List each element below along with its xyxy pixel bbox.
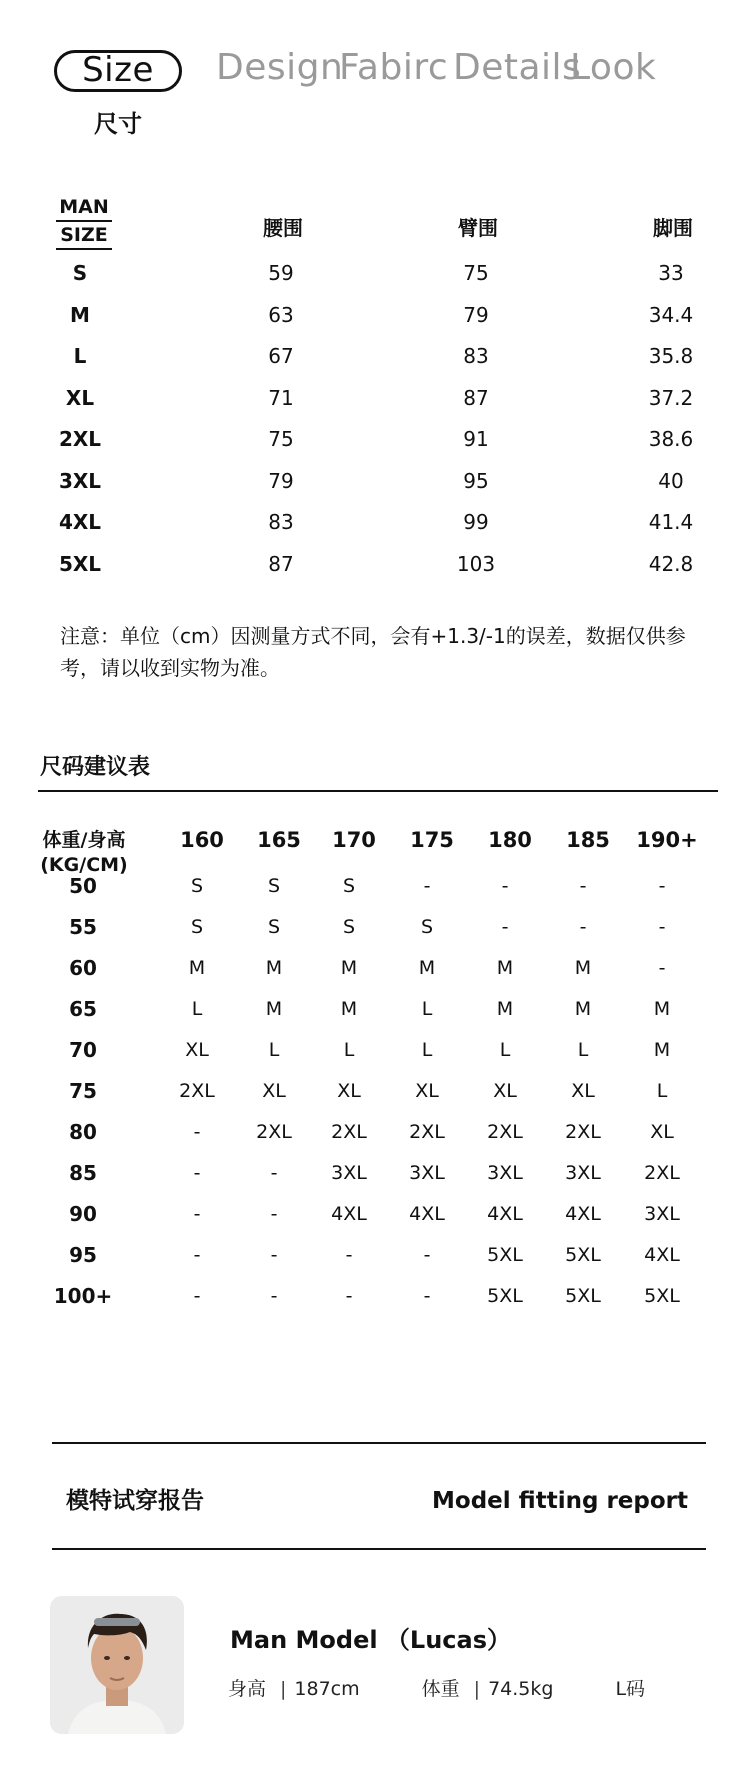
- size-value: 95: [463, 468, 489, 493]
- recommend-cell: -: [658, 957, 666, 979]
- height-header: 160: [180, 828, 224, 852]
- recommend-cell: 3XL: [644, 1203, 680, 1225]
- model-name: Man Model （Lucas）: [230, 1626, 512, 1654]
- recommend-cell: 2XL: [409, 1121, 445, 1143]
- corner-top-label: MAN: [59, 196, 109, 218]
- recommend-cell: 3XL: [487, 1162, 523, 1184]
- recommend-row: [0, 953, 750, 983]
- height-header: 175: [410, 828, 454, 852]
- size-value: 87: [268, 551, 294, 576]
- weight-label: 90: [69, 1202, 97, 1226]
- recommend-row: [0, 1076, 750, 1106]
- report-title-cn: 模特试穿报告: [66, 1488, 204, 1514]
- recommend-corner-bottom: (KG/CM): [40, 854, 128, 876]
- weight-label: 85: [69, 1161, 97, 1185]
- recommend-cell: -: [423, 1285, 431, 1307]
- recommend-cell: S: [190, 916, 204, 938]
- size-value: 37.2: [648, 385, 694, 410]
- recommend-cell: -: [501, 875, 509, 897]
- recommend-row: [0, 912, 750, 942]
- weight-label: 体重: [421, 1678, 460, 1700]
- recommend-cell: -: [193, 1121, 201, 1143]
- recommend-cell: L: [343, 1039, 355, 1061]
- recommend-cell: M: [188, 957, 206, 979]
- recommend-cell: 5XL: [644, 1285, 680, 1307]
- recommend-cell: 4XL: [409, 1203, 445, 1225]
- recommend-cell: M: [574, 957, 592, 979]
- size-col-header: 腰围: [263, 216, 303, 240]
- recommend-cell: 4XL: [331, 1203, 367, 1225]
- size-value: 83: [463, 344, 489, 368]
- size-value: 63: [268, 302, 294, 327]
- recommend-cell: 4XL: [644, 1244, 680, 1266]
- size-value: 33: [658, 261, 684, 285]
- model-size: L码: [615, 1678, 646, 1700]
- size-col-header: 臂围: [458, 216, 498, 240]
- height-header: 170: [332, 828, 376, 852]
- size-row: [0, 300, 750, 330]
- section-tabs: [54, 48, 714, 88]
- recommend-cell: M: [340, 957, 358, 979]
- weight-label: 95: [69, 1243, 97, 1267]
- recommend-cell: M: [265, 957, 283, 979]
- recommend-cell: L: [421, 998, 433, 1020]
- size-value: 59: [268, 261, 294, 285]
- size-label: 5XL: [58, 551, 102, 576]
- recommend-cell: XL: [650, 1121, 674, 1143]
- stat-separator: |: [280, 1678, 287, 1700]
- recommend-cell: -: [193, 1244, 201, 1266]
- recommend-cell: -: [423, 1244, 431, 1266]
- recommend-cell: 4XL: [487, 1203, 523, 1225]
- recommend-row: [0, 1281, 750, 1311]
- recommend-cell: M: [574, 998, 592, 1020]
- recommend-cell: S: [420, 916, 434, 938]
- size-row: [0, 341, 750, 371]
- size-value: 75: [463, 261, 489, 285]
- height-header: 165: [257, 828, 301, 852]
- height-value: 187cm: [294, 1678, 360, 1700]
- size-row: [0, 507, 750, 537]
- recommend-cell: S: [190, 875, 204, 897]
- recommend-cell: 2XL: [179, 1080, 215, 1102]
- size-value: 41.4: [648, 510, 694, 534]
- recommend-cell: 2XL: [256, 1121, 292, 1143]
- tab-design[interactable]: Design: [216, 47, 344, 88]
- size-value: 71: [268, 385, 294, 410]
- recommend-cell: -: [658, 916, 666, 938]
- report-divider-top: [52, 1442, 706, 1444]
- recommend-cell: S: [342, 916, 356, 938]
- weight-label: 70: [69, 1038, 97, 1062]
- measurement-note: 注意：单位（cm）因测量方式不同，会有+1.3/-1的误差，数据仅供参考，请以收到实物为准。: [60, 624, 686, 680]
- recommend-cell: M: [496, 998, 514, 1020]
- recommend-cell: XL: [571, 1080, 595, 1102]
- height-header: 180: [488, 828, 532, 852]
- size-value: 35.8: [648, 344, 694, 368]
- size-value: 103: [456, 551, 496, 576]
- active-tab-subtitle: 尺寸: [94, 110, 142, 138]
- tab-look[interactable]: Look: [570, 47, 657, 88]
- recommend-corner-top: 体重/身高: [42, 829, 126, 851]
- recommend-row: [0, 871, 750, 901]
- report-title-en: Model fitting report: [432, 1488, 688, 1514]
- recommend-cell: -: [579, 916, 587, 938]
- recommend-cell: S: [342, 875, 356, 897]
- size-table-corner: [56, 196, 112, 252]
- size-value: 99: [463, 510, 489, 534]
- stat-separator: |: [473, 1678, 481, 1700]
- weight-label: 75: [69, 1079, 97, 1103]
- model-stats: [228, 1674, 651, 1701]
- weight-label: 55: [69, 915, 97, 939]
- recommend-cell: -: [270, 1162, 278, 1184]
- recommend-cell: 5XL: [565, 1285, 601, 1307]
- recommend-row: [0, 1158, 750, 1188]
- size-value: 67: [268, 344, 294, 368]
- recommend-cell: M: [653, 998, 671, 1020]
- size-value: 87: [463, 385, 489, 410]
- recommend-cell: XL: [415, 1080, 439, 1102]
- model-portrait-icon: [50, 1596, 184, 1734]
- recommend-cell: -: [193, 1203, 201, 1225]
- recommend-cell: S: [267, 916, 281, 938]
- tab-details[interactable]: Details: [453, 47, 582, 88]
- size-label: M: [70, 302, 90, 327]
- recommend-cell: XL: [262, 1080, 286, 1102]
- recommend-row: [0, 1199, 750, 1229]
- size-value: 83: [268, 510, 294, 534]
- recommend-cell: 5XL: [565, 1244, 601, 1266]
- size-label: XL: [65, 385, 95, 410]
- size-row: [0, 549, 750, 579]
- recommend-cell: L: [577, 1039, 589, 1061]
- size-row: [0, 424, 750, 454]
- recommend-cell: -: [270, 1285, 278, 1307]
- size-label: 4XL: [58, 510, 102, 534]
- recommend-cell: M: [653, 1039, 671, 1061]
- size-value: 91: [463, 427, 489, 451]
- recommend-cell: L: [268, 1039, 280, 1061]
- weight-label: 60: [69, 956, 97, 980]
- size-value: 38.6: [648, 427, 694, 451]
- recommend-cell: 3XL: [409, 1162, 445, 1184]
- size-label: S: [72, 261, 88, 285]
- size-col-header: 脚围: [653, 216, 693, 240]
- corner-bottom-label: SIZE: [60, 224, 108, 246]
- recommend-cell: L: [421, 1039, 433, 1061]
- size-value: 79: [268, 468, 294, 493]
- size-value: 40: [658, 468, 684, 493]
- recommend-cell: -: [658, 875, 666, 897]
- recommend-row: [0, 1240, 750, 1270]
- recommend-cell: 5XL: [487, 1244, 523, 1266]
- recommend-cell: XL: [493, 1080, 517, 1102]
- recommend-cell: L: [191, 998, 203, 1020]
- recommend-cell: -: [345, 1244, 353, 1266]
- height-header: 185: [566, 828, 610, 852]
- report-divider-bottom: [52, 1548, 706, 1550]
- recommend-cell: -: [501, 916, 509, 938]
- height-header: 190+: [636, 828, 698, 852]
- recommend-cell: -: [193, 1285, 201, 1307]
- tab-size[interactable]: Size: [54, 50, 182, 92]
- recommend-cell: 3XL: [331, 1162, 367, 1184]
- recommend-cell: -: [345, 1285, 353, 1307]
- recommend-cell: M: [496, 957, 514, 979]
- recommend-cell: -: [423, 875, 431, 897]
- weight-label: 100+: [53, 1284, 113, 1308]
- tab-fabric[interactable]: Fabirc: [339, 47, 449, 88]
- recommend-row: [0, 1117, 750, 1147]
- recommend-cell: XL: [185, 1039, 209, 1061]
- recommend-cell: 2XL: [331, 1121, 367, 1143]
- size-row: [0, 258, 750, 288]
- recommend-cell: 5XL: [487, 1285, 523, 1307]
- size-value: 79: [463, 302, 489, 327]
- weight-label: 50: [69, 874, 97, 898]
- model-photo: [50, 1596, 184, 1734]
- corner-divider: [56, 220, 112, 222]
- size-row: [0, 466, 750, 496]
- recommend-cell: L: [499, 1039, 511, 1061]
- recommend-row: [0, 1035, 750, 1065]
- size-value: 34.4: [648, 302, 694, 327]
- weight-label: 65: [69, 997, 97, 1021]
- recommend-cell: M: [265, 998, 283, 1020]
- recommend-cell: -: [193, 1162, 201, 1184]
- recommend-cell: 4XL: [565, 1203, 601, 1225]
- size-label: 3XL: [58, 468, 102, 493]
- recommend-cell: -: [270, 1203, 278, 1225]
- size-value: 42.8: [648, 551, 694, 576]
- size-label: 2XL: [58, 427, 102, 451]
- recommend-cell: XL: [337, 1080, 361, 1102]
- recommend-cell: 2XL: [565, 1121, 601, 1143]
- size-row: [0, 383, 750, 413]
- size-label: L: [73, 344, 87, 368]
- recommend-divider: [38, 790, 718, 792]
- height-label: 身高: [228, 1678, 267, 1700]
- recommend-cell: -: [579, 875, 587, 897]
- recommend-cell: 2XL: [487, 1121, 523, 1143]
- corner-underline: [56, 248, 112, 250]
- weight-value: 74.5kg: [488, 1678, 554, 1700]
- recommend-cell: 3XL: [565, 1162, 601, 1184]
- recommend-cell: M: [418, 957, 436, 979]
- recommend-title: 尺码建议表: [40, 755, 151, 780]
- recommend-cell: L: [656, 1080, 668, 1102]
- size-value: 75: [268, 427, 294, 451]
- recommend-cell: -: [270, 1244, 278, 1266]
- recommend-cell: M: [340, 998, 358, 1020]
- recommend-cell: 2XL: [644, 1162, 680, 1184]
- weight-label: 80: [69, 1120, 97, 1144]
- recommend-cell: S: [267, 875, 281, 897]
- recommend-row: [0, 994, 750, 1024]
